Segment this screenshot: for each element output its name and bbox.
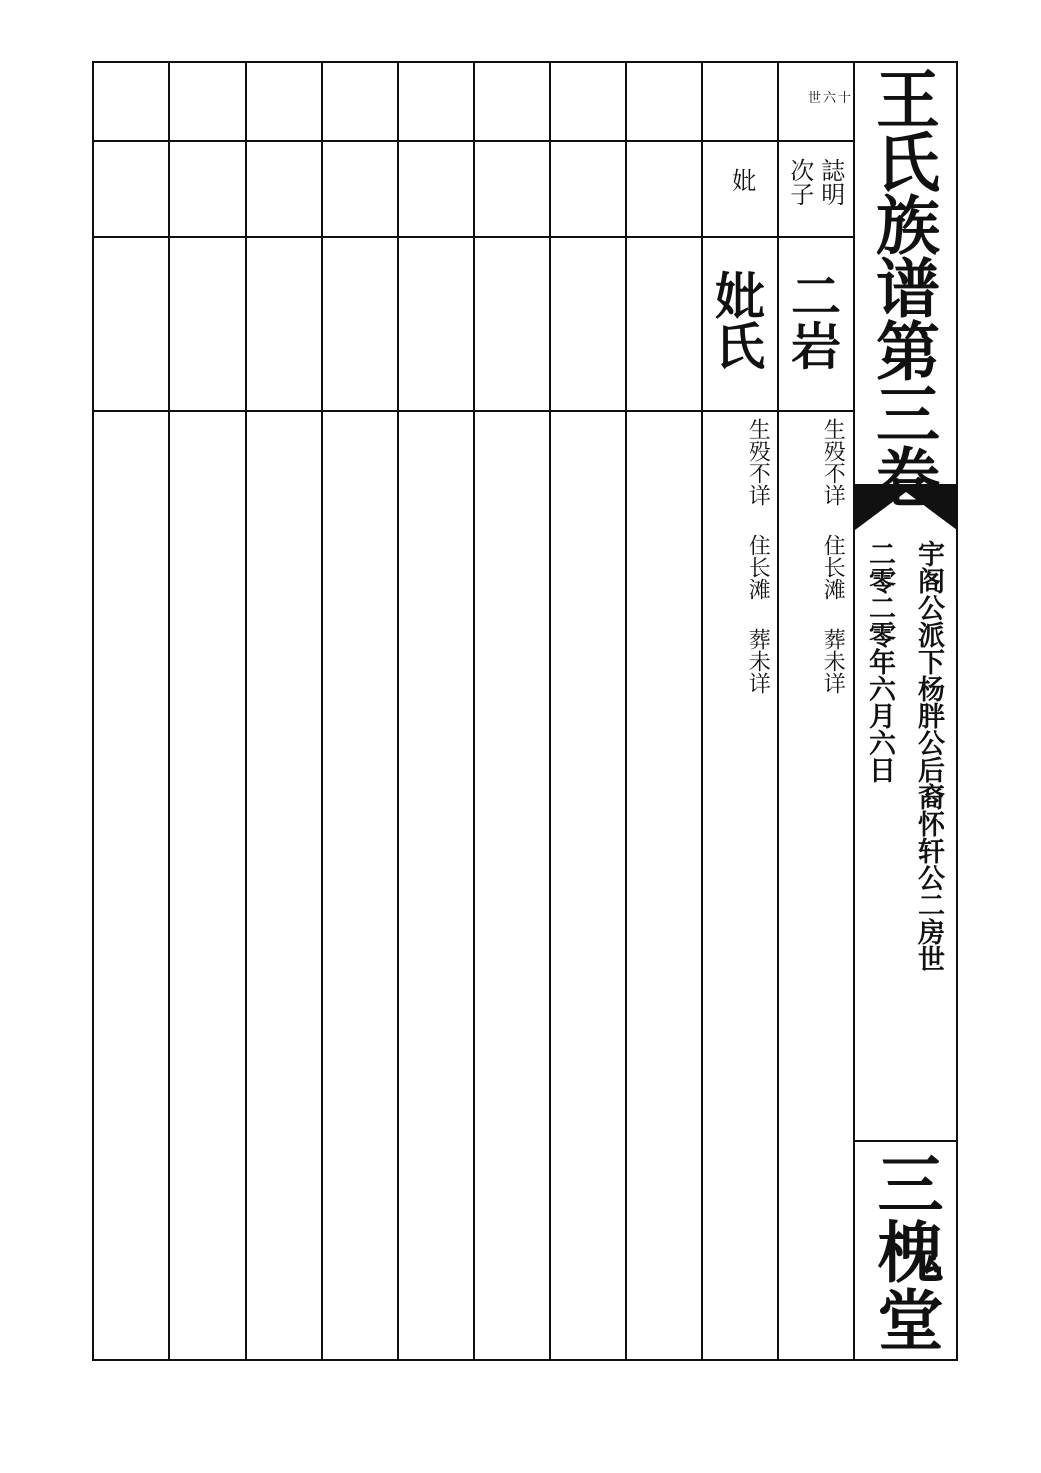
row-divider (92, 236, 854, 238)
birth-death-note: 生殁不详 (820, 418, 846, 506)
column-divider (777, 61, 779, 1361)
burial-note: 葬未详 (745, 628, 771, 694)
row-divider (92, 140, 854, 142)
compile-date: 二零二零年六月六日 (864, 540, 895, 783)
residence-note: 住长滩 (820, 534, 846, 600)
column-divider (853, 61, 855, 1361)
birth-death-note: 生殁不详 (745, 418, 771, 506)
column-divider (473, 61, 475, 1361)
branch-line: 宇阁公派下杨胖公后裔怀轩公二房世 (913, 540, 944, 972)
spine-divider (854, 1140, 958, 1142)
person-notes (820, 418, 845, 694)
person-name: 二岩 (783, 270, 842, 370)
column-divider (245, 61, 247, 1361)
column-divider (625, 61, 627, 1361)
column-divider (701, 61, 703, 1361)
page-frame (92, 61, 958, 1361)
spouse-name: 妣氏 (707, 270, 766, 370)
row-divider (92, 410, 854, 412)
relation-label: 次子 (785, 158, 814, 206)
generation-label: 世六十 (808, 91, 854, 106)
column-divider (168, 61, 170, 1361)
hall-name: 三槐堂 (866, 1150, 944, 1354)
book-title: 王氏族谱第三卷 (865, 66, 940, 507)
spouse-notes (745, 418, 770, 694)
father-name: 誌明 (816, 158, 845, 206)
column-divider (549, 61, 551, 1361)
column-divider (397, 61, 399, 1361)
column-divider (321, 61, 323, 1361)
residence-note: 住长滩 (745, 534, 771, 600)
spouse-relation-label: 妣 (727, 168, 756, 192)
burial-note: 葬未详 (820, 628, 846, 694)
